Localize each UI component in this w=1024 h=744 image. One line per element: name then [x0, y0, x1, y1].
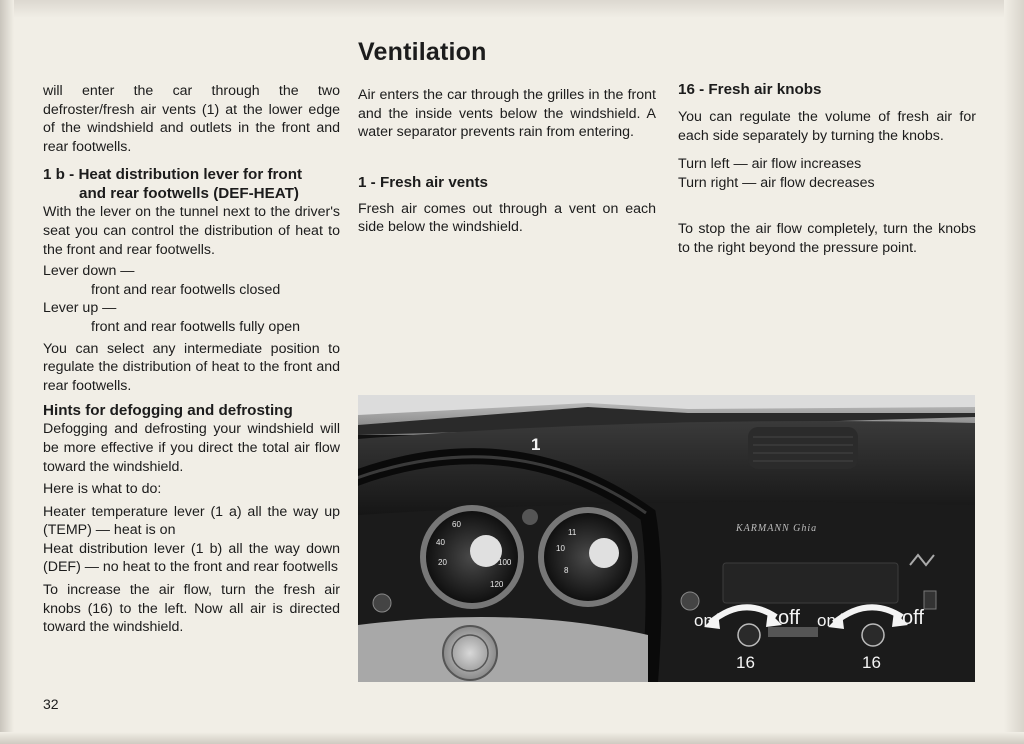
here-paragraph: Here is what to do: [43, 481, 162, 498]
temp-paragraph: Heater temperature lever (1 a) all the way up (TEMP) — heat is on [43, 503, 340, 539]
heading-hints: Hints for defogging and defrosting [43, 402, 293, 420]
ventilation-intro: Air enters the car through the grilles in the front and the inside vents below the windshield. A water separator prevents rain from entering. [358, 87, 656, 141]
middle-switch [681, 592, 699, 610]
stop-paragraph: To stop the air flow completely, turn the knobs to the right beyond the pressure point. [678, 221, 976, 256]
speaker-grille [748, 427, 858, 469]
left-switch [373, 594, 391, 612]
page-title: Ventilation [358, 38, 487, 66]
lever-up-label: Lever up — [43, 300, 117, 317]
svg-text:20: 20 [438, 558, 447, 567]
hazard-switch [924, 591, 936, 609]
heading-1b-line2: and rear footwells (DEF-HEAT) [79, 185, 299, 203]
svg-text:100: 100 [498, 558, 512, 567]
hints-paragraph: Defogging and defrosting your windshield will be more effective if you direct the total air flow toward the windshield. [43, 421, 340, 475]
page-number: 32 [43, 696, 59, 712]
steering-emblem [443, 626, 497, 680]
turn-left-text: Turn left — air flow increases [678, 156, 862, 173]
svg-text:40: 40 [436, 538, 445, 547]
column-left [43, 82, 340, 637]
column-right [678, 80, 976, 258]
lever-down-label: Lever down — [43, 263, 135, 280]
fuel-gauge [544, 513, 632, 601]
lever-paragraph: With the lever on the tunnel next to the driver's seat you can control the distribution of heat to the front and rear footwells. [43, 204, 340, 258]
dashboard-photo [358, 395, 975, 682]
heading-1b [43, 165, 340, 203]
heading-fresh-air-knobs: 16 - Fresh air knobs [678, 81, 822, 98]
svg-text:8: 8 [564, 566, 569, 575]
svg-text:60: 60 [452, 520, 461, 529]
heading-fresh-air-vents: 1 - Fresh air vents [358, 173, 488, 191]
on-label-right: on [817, 611, 836, 630]
def-paragraph: Heat distribution lever (1 b) all the way down (DEF) — no heat to the front and rear footwells [43, 540, 340, 576]
radio-slot [723, 563, 898, 603]
lever-down-text: front and rear footwells closed [91, 281, 281, 298]
knob-label-right: 16 [862, 653, 881, 672]
left-fresh-air-knob [738, 624, 760, 646]
intro-paragraph: will enter the car through the two defroster/fresh air vents (1) at the lower edge of the windshield and outlets in the front and rear footwells. [43, 83, 340, 155]
knob-label-left: 16 [736, 653, 755, 672]
off-label-left: off [778, 607, 800, 629]
page-bottom-edge [0, 732, 1024, 744]
heading-1b-line1: 1 b - Heat distribution lever for front [43, 166, 303, 184]
column-middle [358, 86, 656, 237]
intermediate-paragraph: You can select any intermediate position to regulate the distribution of heat to the front and rear footwells. [43, 340, 340, 394]
svg-text:10: 10 [556, 544, 565, 553]
page-right-edge [1004, 0, 1024, 744]
dashboard-illustration [358, 395, 975, 682]
page-binding-edge [0, 0, 14, 744]
increase-paragraph: To increase the air flow, turn the fresh air knobs (16) to the left. Now all air is directed toward the windshield. [43, 582, 340, 636]
lever-up-text: front and rear footwells fully open [91, 318, 300, 335]
page-top-shadow [0, 0, 1024, 18]
on-label-left: on [694, 611, 713, 630]
steering-hub-area [358, 617, 648, 682]
knobs-paragraph: You can regulate the volume of fresh air for each side separately by turning the knobs. [678, 109, 976, 144]
callout-1: 1 [531, 435, 541, 454]
svg-text:11: 11 [568, 528, 577, 537]
right-fresh-air-knob [862, 624, 884, 646]
svg-text:120: 120 [490, 580, 504, 589]
turn-right-text: Turn right — air flow decreases [678, 174, 875, 191]
brand-script: KARMANN Ghia [736, 523, 818, 534]
fresh-air-vents-paragraph: Fresh air comes out through a vent on each side below the windshield. [358, 200, 656, 236]
indicator-light [522, 509, 538, 525]
off-label-right: off [902, 607, 924, 629]
